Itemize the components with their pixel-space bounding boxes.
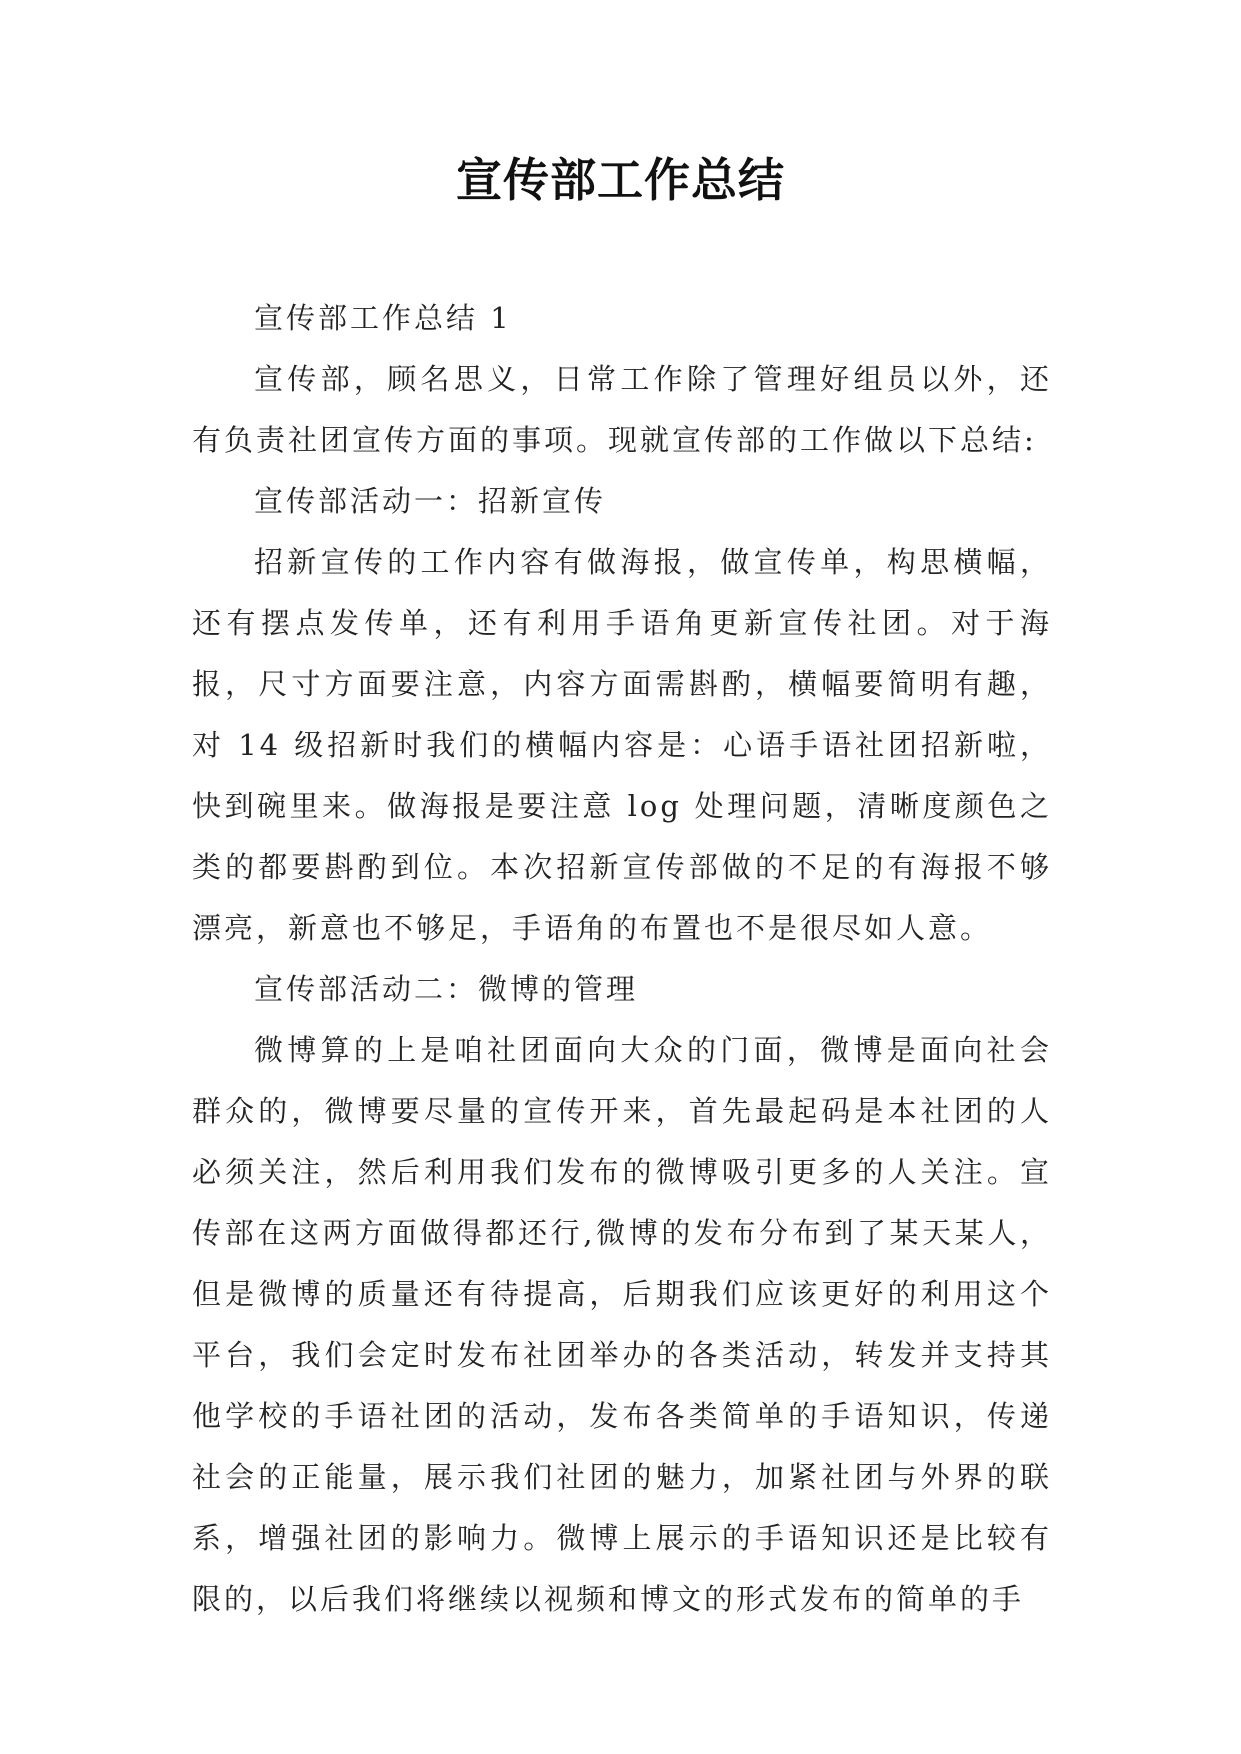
activity-heading-1: 宣传部活动一：招新宣传 [254,484,607,518]
intro-paragraph: 宣传部，顾名思义，日常工作除了管理好组员以外，还有负责社团宣传方面的事项。现就宣传部的工作做以下总结: [192,362,1052,457]
activity-heading-2: 宣传部活动二：微博的管理 [254,972,639,1006]
recruitment-paragraph: 招新宣传的工作内容有做海报，做宣传单，构思横幅，还有摆点发传单，还有利用手语角更新宣传社团。对于海报，尺寸方面要注意，内容方面需斟酌，横幅要简明有趣，对 14 级招新时我们的横幅内容是：心语手语社团招新啦，快到碗里来。做海报是要注意 log 处理问题，清晰度颜色之类的都要斟酌到位。本次招新宣传部做的不足的有海报不够漂亮，新意也不够足，手语角的布置也不是很尽如人意。 [192,545,1052,945]
document-body [192,288,1052,1630]
document-title: 宣传部工作总结 [456,153,785,207]
section-heading-1: 宣传部工作总结 1 [254,301,512,335]
weibo-paragraph: 微博算的上是咱社团面向大众的门面，微博是面向社会群众的，微博要尽量的宣传开来，首先最起码是本社团的人必须关注，然后利用我们发布的微博吸引更多的人关注。宣传部在这两方面做得都还行,微博的发布分布到了某天某人，但是微博的质量还有待提高，后期我们应该更好的利用这个平台，我们会定时发布社团举办的各类活动，转发并支持其他学校的手语社团的活动，发布各类简单的手语知识，传递社会的正能量，展示我们社团的魅力，加紧社团与外界的联系，增强社团的影响力。微博上展示的手语知识还是比较有限的，以后我们将继续以视频和博文的形式发布的简单的手 [192,1033,1052,1616]
